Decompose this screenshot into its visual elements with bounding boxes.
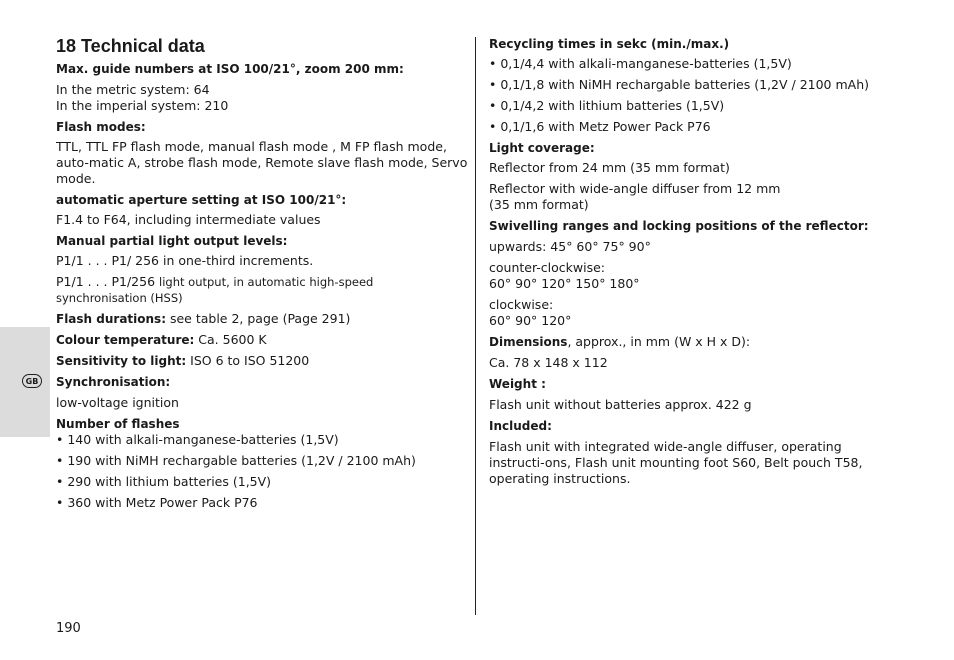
sync-heading: Synchronisation: (56, 375, 171, 389)
sensitivity-line (56, 353, 466, 369)
partial-text-1: P1/1 . . . P1/ 256 in one-third increments. (56, 253, 314, 268)
dimensions-line (489, 334, 899, 350)
partial-text-2b: light output, in automatic high-speed synchronisation (HSS) (56, 275, 374, 305)
swivel-heading: Swivelling ranges and locking positions of the reflector: (489, 219, 869, 233)
sensitivity-heading: Sensitivity to light: (56, 354, 187, 368)
flashes-item: • 290 with lithium batteries (1,5V) (56, 474, 272, 489)
flashes-item: • 190 with NiMH rechargable batteries (1,2V / 2100 mAh) (56, 453, 416, 468)
aperture-heading: automatic aperture setting at ISO 100/21°: (56, 193, 347, 207)
duration-heading: Flash durations: (56, 312, 166, 326)
included-heading: Included: (489, 419, 552, 433)
flashes-item: • 140 with alkali-manganese-batteries (1,5V) (56, 432, 339, 447)
modes-heading: Flash modes: (56, 120, 146, 134)
sensitivity-text: ISO 6 to ISO 51200 (186, 353, 310, 368)
swivel-cw-label: clockwise: (489, 297, 554, 312)
recycle-item: • 0,1/1,8 with NiMH rechargable batteries (1,2V / 2100 mAh) (489, 77, 870, 92)
coverage-heading: Light coverage: (489, 141, 595, 155)
colour-line (56, 332, 466, 348)
partial-text-2a: P1/1 . . . P1/256 (56, 274, 156, 289)
colour-heading: Colour temperature: (56, 333, 195, 347)
weight-text: Flash unit without batteries approx. 422 g (489, 397, 752, 412)
swivel-cw-values: 60° 90° 120° (489, 313, 572, 328)
page-number: 190 (56, 621, 81, 636)
coverage-text-2a: Reflector with wide-angle diffuser from 12 mm (489, 181, 781, 196)
guide-imperial: In the imperial system: 210 (56, 98, 229, 113)
recycle-item: • 0,1/4,4 with alkali-manganese-batteries (1,5V) (489, 56, 792, 71)
weight-heading: Weight : (489, 377, 546, 391)
swivel-ccw-values: 60° 90° 120° 150° 180° (489, 276, 640, 291)
colour-text: Ca. 5600 K (194, 332, 267, 347)
modes-text: TTL, TTL FP flash mode, manual flash mode , M FP flash mode, auto-matic A, strobe flash mode, Remote slave flash mode, Servo mode. (56, 139, 468, 186)
page-title: 18 Technical data (56, 36, 205, 56)
column-divider (475, 37, 476, 615)
guide-metric: In the metric system: 64 (56, 82, 210, 97)
duration-text: see table 2, page (Page 291) (166, 311, 351, 326)
coverage-text-2b: (35 mm format) (489, 197, 589, 212)
recycle-item: • 0,1/1,6 with Metz Power Pack P76 (489, 119, 711, 134)
coverage-text-1: Reflector from 24 mm (35 mm format) (489, 160, 730, 175)
recycle-item: • 0,1/4,2 with lithium batteries (1,5V) (489, 98, 725, 113)
swivel-ccw-label: counter-clockwise: (489, 260, 606, 275)
flashes-item: • 360 with Metz Power Pack P76 (56, 495, 258, 510)
dimensions-values: Ca. 78 x 148 x 112 (489, 355, 608, 370)
partial-text-2 (56, 274, 466, 306)
recycle-heading: Recycling times in sekc (min./max.) (489, 37, 730, 51)
right-column (489, 36, 899, 492)
guide-heading: Max. guide numbers at ISO 100/21°, zoom 200 mm: (56, 62, 404, 76)
included-text: Flash unit with integrated wide-angle diffuser, operating instructi-ons, Flash unit mounting foot S60, Belt pouch T58, operating instructions. (489, 439, 863, 486)
duration-line (56, 311, 466, 327)
dimensions-text: , approx., in mm (W x H x D): (567, 334, 751, 349)
dimensions-heading: Dimensions (489, 335, 568, 349)
aperture-text: F1.4 to F64, including intermediate values (56, 212, 321, 227)
swivel-upwards: upwards: 45° 60° 75° 90° (489, 239, 651, 254)
left-column (56, 36, 466, 516)
sync-text: low-voltage ignition (56, 395, 179, 410)
partial-heading: Manual partial light output levels: (56, 234, 288, 248)
language-badge: GB (22, 374, 42, 388)
flashes-heading: Number of flashes (56, 417, 180, 431)
